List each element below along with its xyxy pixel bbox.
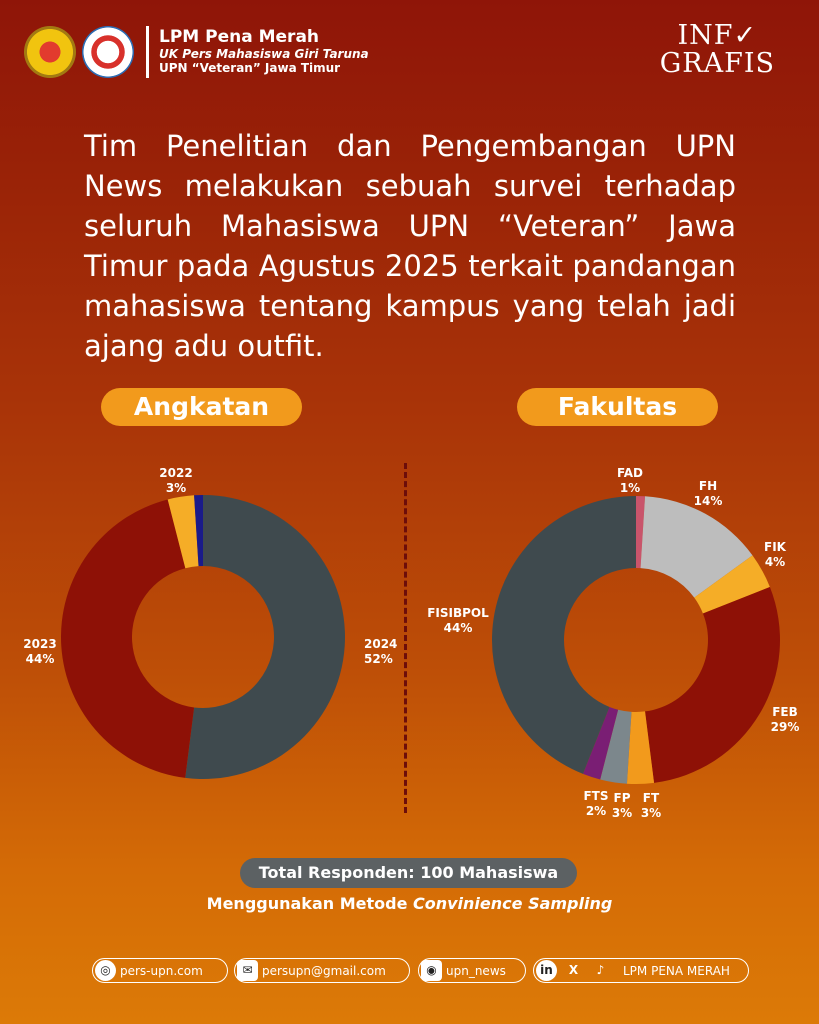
slice-0-0 xyxy=(185,495,345,779)
org-subtitle: UK Pers Mahasiswa Giri Taruna xyxy=(159,46,369,61)
slice-label-1-4: FT 3% xyxy=(640,791,662,820)
instagram-text: upn_news xyxy=(446,963,506,978)
slice-label-0-0: 2024 52% xyxy=(364,637,398,666)
method-name: Convinience Sampling xyxy=(413,894,613,913)
slice-label-1-3: FEB 29% xyxy=(770,705,800,734)
angkatan-title: Angkatan xyxy=(101,388,302,426)
method-text xyxy=(0,894,819,913)
slice-label-1-7: FISIBPOL 44% xyxy=(427,606,489,635)
intro-text: Tim Penelitian dan Pengembangan UPN News melakukan sebuah survei terhadap seluruh Mahasiswa UPN “Veteran” Jawa Timur pada Agustus 2025 terkait pandangan mahasiswa tentang kampus yang telah jadi ajang adu outfit. xyxy=(84,129,736,363)
brand-line-2: GRAFIS xyxy=(659,48,775,79)
slice-0-1 xyxy=(61,499,194,777)
method-prefix: Menggunakan Metode xyxy=(206,894,413,913)
mail-icon: ✉ xyxy=(237,960,258,981)
slice-label-1-0: FAD 1% xyxy=(616,466,644,495)
globe-icon: ◎ xyxy=(95,960,116,981)
total-respondents: Total Responden: 100 Mahasiswa xyxy=(240,858,577,888)
socials-text: LPM PENA MERAH xyxy=(623,963,730,978)
org-name: LPM Pena Merah xyxy=(159,27,320,48)
x-icon: X xyxy=(568,963,579,977)
website-text: pers-upn.com xyxy=(120,963,203,978)
slice-label-1-6: FTS 2% xyxy=(583,789,609,818)
footer-socials[interactable] xyxy=(533,958,749,983)
linkedin-icon: in xyxy=(536,960,557,981)
slice-1-3 xyxy=(645,587,780,783)
slice-label-0-1: 2023 44% xyxy=(23,637,57,666)
instagram-icon: ◉ xyxy=(421,960,442,981)
footer-website[interactable] xyxy=(92,958,228,983)
footer-instagram[interactable] xyxy=(418,958,526,983)
tiktok-icon: ♪ xyxy=(596,963,605,977)
org-university: UPN “Veteran” Jawa Timur xyxy=(159,60,341,75)
footer-email[interactable] xyxy=(234,958,410,983)
brand-line-1: INF✓ xyxy=(677,20,758,51)
slice-label-1-1: FH 14% xyxy=(693,479,723,508)
slice-label-1-2: FIK 4% xyxy=(764,540,786,569)
slice-label-1-5: FP 3% xyxy=(611,791,633,820)
fakultas-title: Fakultas xyxy=(517,388,718,426)
email-text: persupn@gmail.com xyxy=(262,963,386,978)
slice-label-0-2: 2022 3% xyxy=(159,466,193,495)
